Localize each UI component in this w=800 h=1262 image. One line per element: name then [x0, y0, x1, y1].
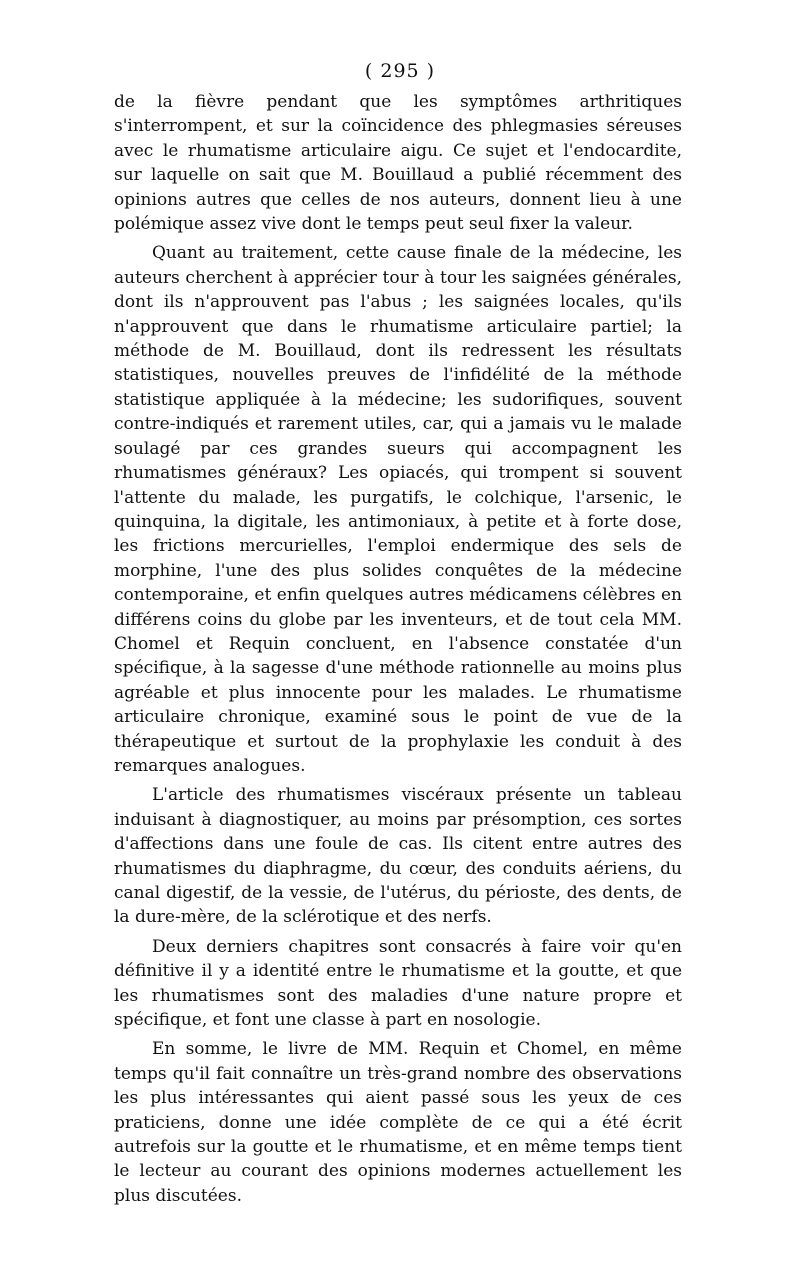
page-text-body	[114, 90, 682, 1208]
paragraph-3: L'article des rhumatismes viscéraux présente un tableau induisant à diagnostiquer, au moins par présomption, ces sortes d'affections dans une foule de cas. Ils citent entre autres des rhumatismes du diaphragme, du cœur, des conduits aériens, du canal digestif, de la vessie, de l'utérus, du périoste, des dents, de la dure-mère, de la sclérotique et des nerfs.	[114, 785, 682, 928]
paragraph-4: Deux derniers chapitres sont consacrés à faire voir qu'en définitive il y a identité entre le rhumatisme et la goutte, et que les rhumatismes sont des maladies d'une nature propre et spécifique, et font une classe à part en nosologie.	[114, 936, 682, 1031]
page-number: ( 295 )	[364, 60, 436, 82]
paragraph-2: Quant au traitement, cette cause finale de la médecine, les auteurs cherchent à apprécier tour à tour les saignées générales, dont ils n'approuvent pas l'abus ; les saignées locales, qu'ils n'approuvent que dans le rhumatisme articulaire partiel; la méthode de M. Bouillaud, dont ils redressent les résultats statistiques, nouvelles preuves de l'infidélité de la méthode statistique appliquée à la médecine; les sudorifiques, souvent contre-indiqués et rarement utiles, car, qui a jamais vu le malade soulagé par ces grandes sueurs qui accompagnent les rhumatismes généraux? Les opiacés, qui trompent si souvent l'attente du malade, les purgatifs, le colchique, l'arsenic, le quinquina, la digitale, les antimoniaux, à petite et à forte dose, les frictions mercurielles, l'emploi endermique des sels de morphine, l'une des plus solides conquêtes de la médecine contemporaine, et enfin quelques autres médicamens célèbres en différens coins du globe par les inventeurs, et de tout cela MM. Chomel et Requin concluent, en l'absence constatée d'un spécifique, à la sagesse d'une méthode rationnelle au moins plus agréable et plus innocente pour les malades. Le rhumatisme articulaire chronique, examiné sous le point de vue de la thérapeutique et surtout de la prophylaxie les conduit à des remarques analogues.	[114, 243, 682, 776]
paragraph-1: de la fièvre pendant que les symptômes arthritiques s'interrompent, et sur la coïncidence des phlegmasies séreuses avec le rhumatisme articulaire aigu. Ce sujet et l'endocardite, sur laquelle on sait que M. Bouillaud a publié récemment des opinions autres que celles de nos auteurs, donnent lieu à une polémique assez vive dont le temps peut seul fixer la valeur.	[114, 92, 682, 235]
paragraph-5: En somme, le livre de MM. Requin et Chomel, en même temps qu'il fait connaître un très-grand nombre des observations les plus intéressantes qui aient passé sous les yeux de ces praticiens, donne une idée complète de ce qui a été écrit autrefois sur la goutte et le rhumatisme, et en même temps tient le lecteur au courant des opinions modernes actuellement les plus discutées.	[114, 1039, 682, 1206]
